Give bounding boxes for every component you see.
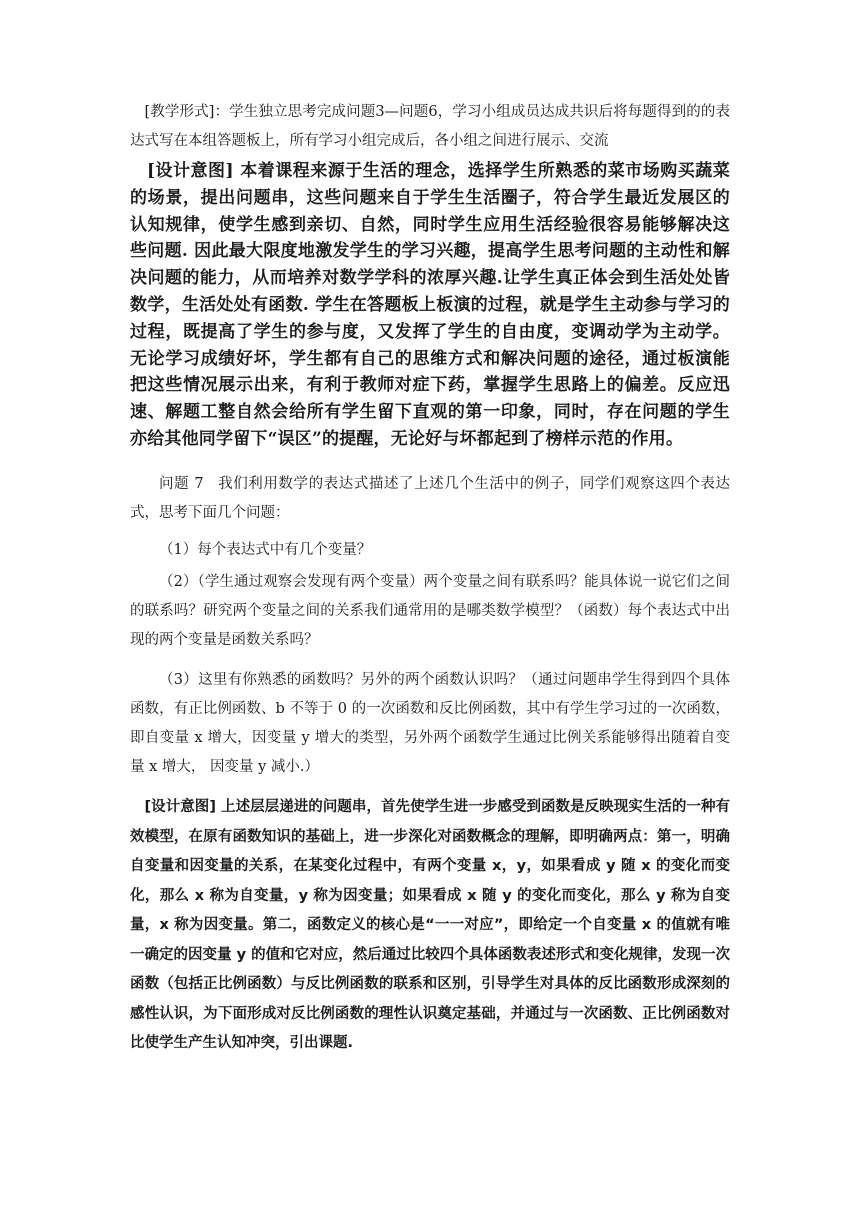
teaching-form-paragraph: [教学形式]：学生独立思考完成问题3—问题6，学习小组成员达成共识后将每题得到的的表达式写在本组答题板上，所有学习小组完成后，各小组之间进行展示、交流 bbox=[130, 104, 730, 149]
question-3: （3）这里有你熟悉的函数吗？另外的两个函数认识吗？（通过问题串学生得到四个具体函数，有正比例函数、b 不等于 0 的一次函数和反比例函数，其中有学生学习过的一次函数，即自变量 x 增大，因变量 y 增大的类型，另外两个函数学生通过比例关系能够得出随着自变量 x 增大， 因变量 y 减小.） bbox=[130, 672, 730, 775]
problem-7-label: 问题 7 bbox=[159, 476, 204, 492]
design-intent-paragraph-2: [设计意图] 上述层层递进的问题串，首先使学生进一步感受到函数是反映现实生活的一种有效模型，在原有函数知识的基础上，进一步深化对函数概念的理解，即明确两点：第一，明确自变量和因变量的关系，在某变化过程中，有两个变量 x，y，如果看成 y 随 x 的变化而变化，那么 x 称为自变量，y 称为因变量；如果看成 x 随 y 的变化而变化，那么 y 称为自变量，x 称为因变量。第二，函数定义的核心是“一一对应”，即给定一个自变量 x 的值就有唯一确定的因变量 y 的值和它对应，然后通过比较四个具体函数表述形式和变化规律，发现一次函数（包括正比例函数）与反比例函数的联系和区别，引导学生对具体的反比函数形成深刻的感性认识，为下面形成对反比例函数的理性认识奠定基础，并通过与一次函数、正比例函数对比使学生产生认知冲突，引出课题. bbox=[130, 799, 730, 1051]
problem-7-paragraph bbox=[130, 470, 730, 528]
problem-7-text: 我们利用数学的表达式描述了上述几个生活中的例子，同学们观察这四个表达式，思考下面几个问题： bbox=[130, 476, 731, 521]
design-intent-paragraph-1: [设计意图] 本着课程来源于生活的理念，选择学生所熟悉的菜市场购买蔬菜的场景，提出问题串，这些问题来自于学生生活圈子，符合学生最近发展区的认知规律，使学生感到亲切、自然，同时学生应用生活经验很容易能够解决这些问题. 因此最大限度地激发学生的学习兴趣，提高学生思考问题的主动性和解决问题的能力，从而培养对数学学科的浓厚兴趣.让学生真正体会到生活处处皆数学，生活处处有函数. 学生在答题板上板演的过程，就是学生主动参与学习的过程，既提高了学生的参与度，又发挥了学生的自由度，变调动学为主动学。无论学习成绩好坏，学生都有自己的思维方式和解决问题的途径，通过板演能把这些情况展示出来，有利于教师对症下药，掌握学生思路上的偏差。反应迅速、解题工整自然会给所有学生留下直观的第一印象，同时，存在问题的学生亦给其他同学留下“误区”的提醒，无论好与坏都起到了榜样示范的作用。 bbox=[130, 161, 730, 449]
question-2: （2）（学生通过观察会发现有两个变量）两个变量之间有联系吗？能具体说一说它们之间的联系吗？研究两个变量之间的关系我们通常用的是哪类数学模型？（函数）每个表达式中出现的两个变量是函数关系吗？ bbox=[130, 574, 730, 648]
question-1: （1）每个表达式中有几个变量？ bbox=[159, 542, 372, 558]
